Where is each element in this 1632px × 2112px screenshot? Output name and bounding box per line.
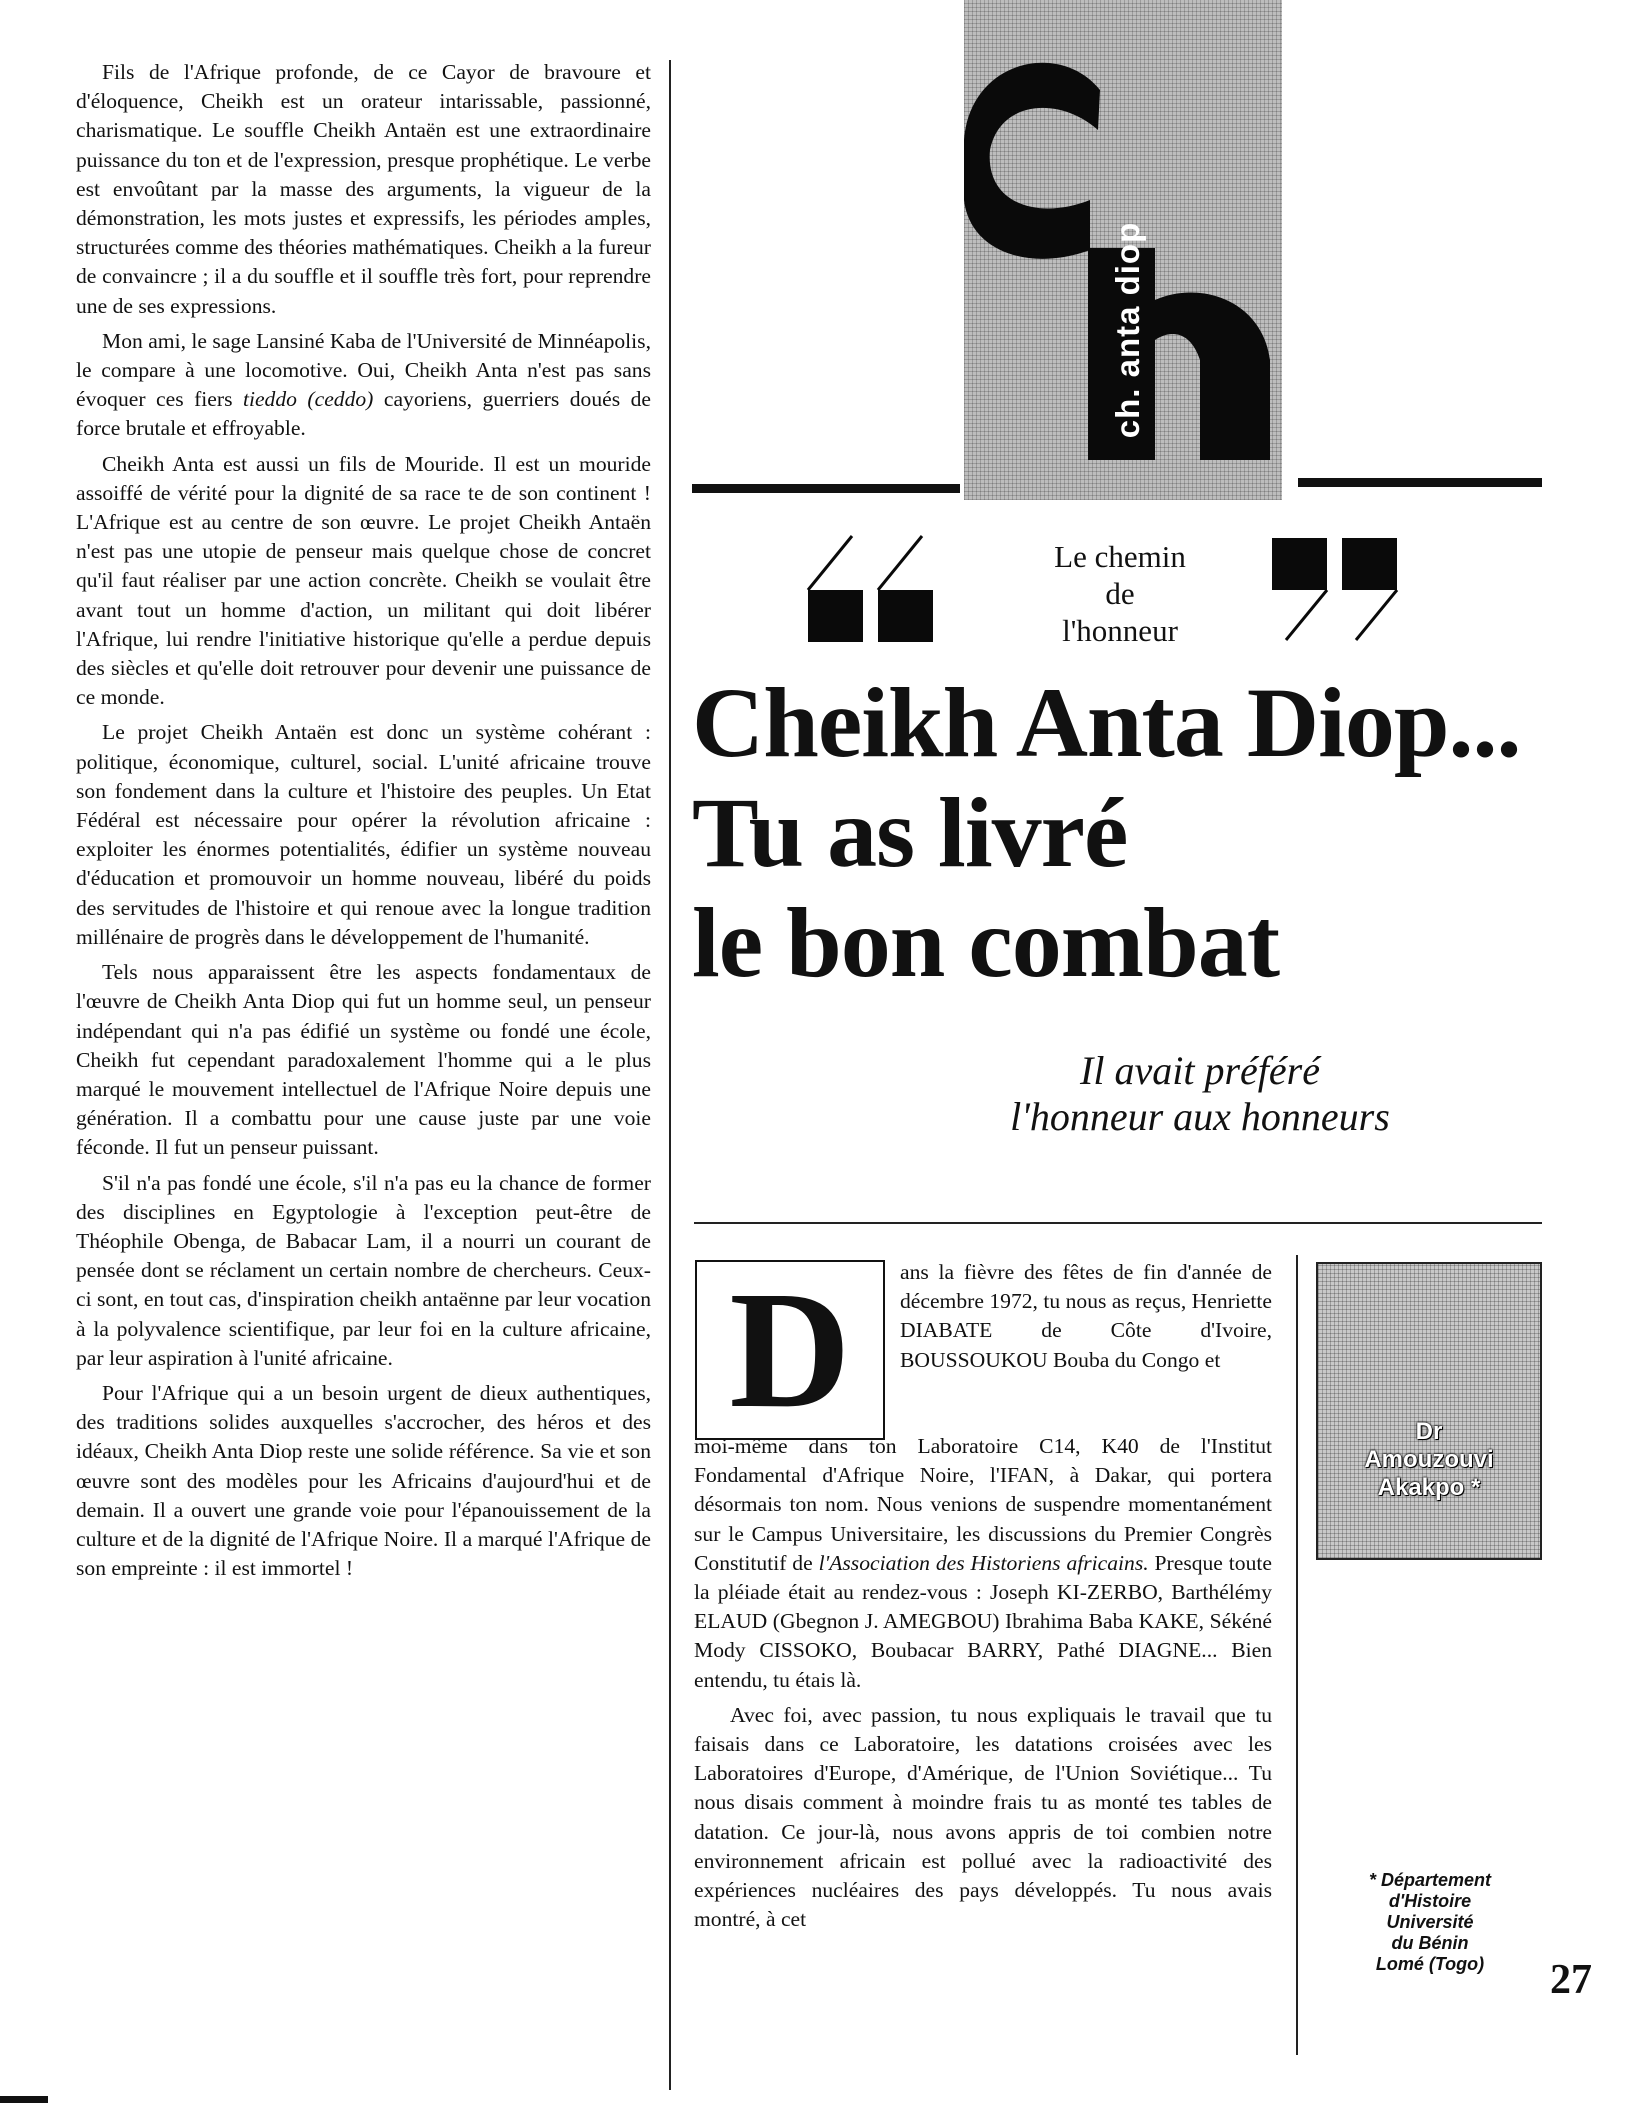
logo-label: [1098, 200, 1158, 460]
author-affiliation: [1330, 1870, 1530, 1975]
article-body: [694, 1432, 1272, 1940]
headline-line-2: Tu as livré: [692, 777, 1128, 888]
author-title: Dr: [1415, 1418, 1443, 1445]
author-name: [1316, 1418, 1542, 1502]
left-paragraph-6: S'il n'a pas fondé une école, s'il n'a pas eu la chance de former des disciplines en Egyptologie à l'exception peut-être de Théophile Obenga, de Babacar Lam, il a nourri un courant de pensée dont se réclament un certain nombre de chercheurs. Ceux-ci sont, en tout cas, d'inspiration cheikh antaënne par leur vocation à la polyvalence scientifique, par leur foi en la culture africaine, par leur aspiration à l'unité africaine.: [76, 1170, 651, 1370]
affiliation-line-4: du Bénin: [1391, 1933, 1469, 1953]
drop-cap: D: [729, 1257, 851, 1443]
affiliation-line-2: d'Histoire: [1388, 1891, 1472, 1911]
logo-label-text: ch. anta diop: [1109, 221, 1146, 439]
deck-line-2: l'honneur aux honneurs: [1010, 1094, 1390, 1139]
left-paragraph-2-text-b: cayoriens, guerriers doués de force brutale et effroyable.: [76, 387, 651, 441]
kicker: [1010, 538, 1230, 649]
affiliation-line-1: * Département: [1368, 1870, 1492, 1890]
decorative-bar-right: [1298, 478, 1542, 487]
left-paragraph-1: Fils de l'Afrique profonde, de ce Cayor de bravoure et d'éloquence, Cheikh est un orateur intarissable, passionné, charismatique. Le souffle Cheikh Antaën est une extraordinaire puissance du ton et de l'expression, presque prophétique. Le verbe est envoûtant par la masse des arguments, la vigueur de la démonstration, les mots justes et expressifs, les périodes amples, structurées comme des théories mathématiques. Cheikh a la fureur de convaincre ; il a du souffle et il souffle très fort, pour reprendre une de ses expressions.: [76, 60, 651, 318]
left-paragraph-3: Cheikh Anta est aussi un fils de Mouride. Il est un mouride assoiffé de vérité pour la dignité de sa race te de son continent ! L'Afrique est au centre de son œuvre. Le projet Cheikh Antaën n'est pas une utopie de penseur mais quelque chose de concret qu'il faut réaliser par une action concrète. Cheikh se voulait être avant tout un homme d'action, un militant qui doit libérer l'Afrique, lui rendre l'initiative historique qu'elle a perdue depuis des siècles et qu'elle doit retrouver pour devenir une puissance de ce monde.: [76, 451, 651, 710]
headline-line-3: le bon combat: [692, 887, 1279, 998]
affiliation-line-5: Lomé (Togo): [1375, 1954, 1485, 1974]
kicker-line-2: de: [1105, 576, 1135, 611]
left-paragraph-7: Pour l'Afrique qui a un besoin urgent de dieux authentiques, des traditions solides auxquelles s'accrocher, des héros et des idéaux, Cheikh Anta Diop reste une solide référence. Sa vie et son œuvre sont des modèles pour les Africains d'aujourd'hui et de demain. Il a ouvert une grande voie pour l'épanouissement de la culture et de la dignité de l'Afrique Noire. Il a marqué l'Afrique de son empreinte : il est immortel !: [76, 1380, 651, 1581]
column-divider-right: [1296, 1255, 1298, 2055]
author-box: [1316, 1262, 1542, 1560]
left-paragraph-2-italic: tieddo (ceddo): [242, 387, 374, 412]
kicker-line-3: l'honneur: [1062, 613, 1178, 648]
left-paragraph-4: Le projet Cheikh Antaën est donc un système cohérant : politique, économique, culturel, social. L'unité africaine trouve son fondement dans la culture et l'histoire des peuples. Un Etat Fédéral est nécessaire pour opérer la révolution africaine : exploiter les énormes potentialités, édifier un système nouveau d'éducation et promouvoir un homme nouveau, libéré du poids des servitudes de l'histoire et qui renoue avec la longue tradition millénaire de progrès dans le développement de l'humanité.: [76, 720, 651, 949]
article-paragraph-1: [694, 1432, 1272, 1695]
deck-line-1: Il avait préféré: [1080, 1048, 1320, 1093]
drop-cap-box: [695, 1257, 885, 1443]
article-opening-lines: ans la fièvre des fêtes de fin d'année de décembre 1972, tu nous as reçus, Henriette DIABATE de Côte d'Ivoire, BOUSSOUKOU Bouba du Congo et: [900, 1260, 1272, 1372]
article-paragraph-2: Avec foi, avec passion, tu nous expliquais le travail que tu faisais dans ce Laboratoire, les datations croisées avec les Laboratoires d'Europe, d'Amérique, de l'Union Soviétique... Tu nous disais comment à moindre frais tu as monté tes tables de datation. Ce jour-là, nous avons appris de toi combien notre environnement africain est pollué avec la radioactivité des expériences nucléaires des pays développés. Tu nous avais montré, à cet: [694, 1702, 1272, 1932]
headline: [692, 668, 1612, 998]
section-rule: [694, 1222, 1542, 1224]
kicker-line-1: Le chemin: [1054, 539, 1186, 574]
page-number: 27: [1550, 1957, 1592, 2003]
article-paragraph-1-text-b: Presque toute la pléiade était au rendez-vous : Joseph KI-ZERBO, Barthélémy ELAUD (Gbegnon J. AMEGBOU) Ibrahima Baba KAKE, Sékéné Mody CISSOKO, Boubacar BARRY, Pathé DIAGNE... Bien entendu, tu étais là.: [694, 1550, 1272, 1692]
author-first-name: Amouzouvi: [1364, 1446, 1494, 1473]
left-paragraph-5: Tels nous apparaissent être les aspects fondamentaux de l'œuvre de Cheikh Anta Diop qui fut un homme seul, un penseur indépendant qui n'a pas édifié un système ou fondé une école, Cheikh fut cependant paradoxalement l'homme qui a le plus marqué le mouvement intellectuel de l'Afrique Noire depuis une génération. Il a combattu pour une cause juste par une voie féconde. Il fut un penseur puissant.: [76, 960, 651, 1160]
left-paragraph-2-text-a: Mon ami, le sage Lansiné Kaba de l'Université de Minnéapolis, le compare à une locomotive. Oui, Cheikh Anta n'est pas sans évoquer ces fiers: [76, 328, 651, 412]
scan-edge-mark: [0, 2096, 48, 2103]
article-paragraph-1-italic: l'Association des Historiens africains.: [818, 1550, 1149, 1575]
logo-letter-a-shape: [964, 63, 1100, 259]
open-quote-icon: [800, 528, 970, 648]
close-quote-icon: [1268, 538, 1438, 658]
deck: [950, 1048, 1450, 1140]
author-last-name: Akakpo *: [1377, 1474, 1481, 1501]
headline-line-1: Cheikh Anta Diop...: [692, 667, 1521, 778]
decorative-bar-left: [692, 484, 960, 493]
logo-letters: [0, 0, 1632, 520]
article-paragraph-1-text-a: moi-même dans ton Laboratoire C14, K40 de l'Institut Fondamental d'Afrique Noire, l'IFAN, à Dakar, qui portera désormais ton nom. Nous venions de suspendre momentanément sur le Campus Universitaire, les discussions du Premier Congrès Constitutif de: [694, 1434, 1272, 1575]
affiliation-line-3: Université: [1386, 1912, 1474, 1932]
